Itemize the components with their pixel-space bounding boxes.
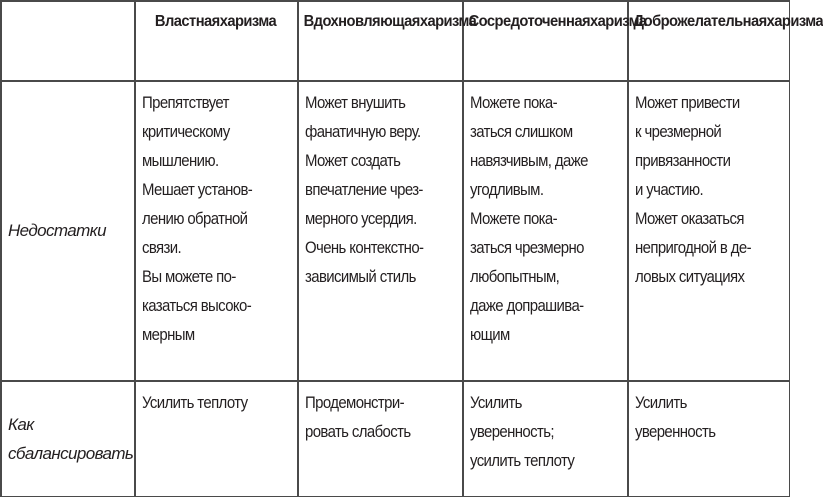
- cell-line: Мешает установ-: [142, 180, 253, 199]
- cell-line: зависимый стиль: [305, 267, 416, 286]
- cell-line: уверенность: [635, 422, 716, 441]
- cell-line: Вдохновляющая: [303, 13, 420, 30]
- cell-line: Продемонстри-: [305, 393, 404, 412]
- cell-line: любопытным,: [470, 267, 560, 286]
- cell-line: мышлению.: [142, 151, 219, 170]
- row-label: [0, 380, 134, 497]
- cell-line: Препятствует: [142, 93, 229, 112]
- cell-line: Можете пока-: [470, 93, 557, 112]
- cell-line: Может привести: [635, 93, 740, 112]
- table-cell: [462, 388, 627, 475]
- table-cell: [627, 388, 790, 446]
- column-header: [141, 0, 291, 80]
- cell-line: и участию.: [635, 180, 704, 199]
- cell-line: Может оказаться: [635, 209, 744, 228]
- cell-line: даже допрашива-: [470, 296, 584, 315]
- cell-line: мерного усердия.: [305, 209, 417, 228]
- cell-line: Вы можете по-: [142, 267, 236, 286]
- table-cell: [134, 388, 297, 417]
- cell-line: Сосредоточенная: [468, 13, 591, 30]
- table-cell: [627, 88, 790, 291]
- column-header: [633, 0, 823, 80]
- cell-line: Очень контекстно-: [305, 238, 424, 257]
- cell-line: ловых ситуациях: [635, 267, 745, 286]
- cell-line: казаться высоко-: [142, 296, 252, 315]
- cell-line: Усилить теплоту: [142, 393, 248, 412]
- cell-line: угодливым.: [470, 180, 544, 199]
- cell-line: к чрезмерной: [635, 122, 722, 141]
- cell-line: уверенность;: [470, 422, 554, 441]
- cell-line: Доброжелательная: [633, 13, 767, 30]
- cell-line: харизма: [766, 13, 823, 30]
- cell-line: мерным: [142, 325, 195, 344]
- cell-line: усилить теплоту: [470, 451, 575, 470]
- cell-line: лению обратной: [142, 209, 248, 228]
- cell-line: харизма: [419, 13, 477, 30]
- cell-line: ровать слабость: [305, 422, 411, 441]
- cell-line: ющим: [470, 325, 510, 344]
- cell-line: Как: [8, 414, 34, 434]
- cell-line: связи.: [142, 238, 182, 257]
- cell-line: сбалансировать: [8, 443, 134, 463]
- column-header: [468, 0, 647, 80]
- cell-line: Властная: [154, 13, 220, 30]
- cell-line: критическому: [142, 122, 230, 141]
- cell-line: харизма: [219, 13, 277, 30]
- cell-line: заться чрезмерно: [470, 238, 584, 257]
- table-cell: [297, 88, 462, 291]
- cell-line: Усилить: [635, 393, 687, 412]
- cell-line: Недостатки: [8, 220, 106, 240]
- table-cell: [297, 388, 462, 446]
- cell-line: навязчивым, даже: [470, 151, 588, 170]
- row-label: [0, 80, 134, 380]
- column-header: [303, 0, 477, 80]
- cell-line: Может внушить: [305, 93, 406, 112]
- cell-line: заться слишком: [470, 122, 573, 141]
- cell-line: Может создать: [305, 151, 401, 170]
- cell-line: Усилить: [470, 393, 522, 412]
- cell-line: фанатичную веру.: [305, 122, 421, 141]
- cell-line: впечатление чрез-: [305, 180, 423, 199]
- table-cell: [134, 88, 297, 349]
- table-cell: [462, 88, 627, 349]
- cell-line: харизма: [590, 13, 647, 30]
- cell-line: привязанности: [635, 151, 731, 170]
- cell-line: Можете пока-: [470, 209, 557, 228]
- cell-line: непригодной в де-: [635, 238, 751, 257]
